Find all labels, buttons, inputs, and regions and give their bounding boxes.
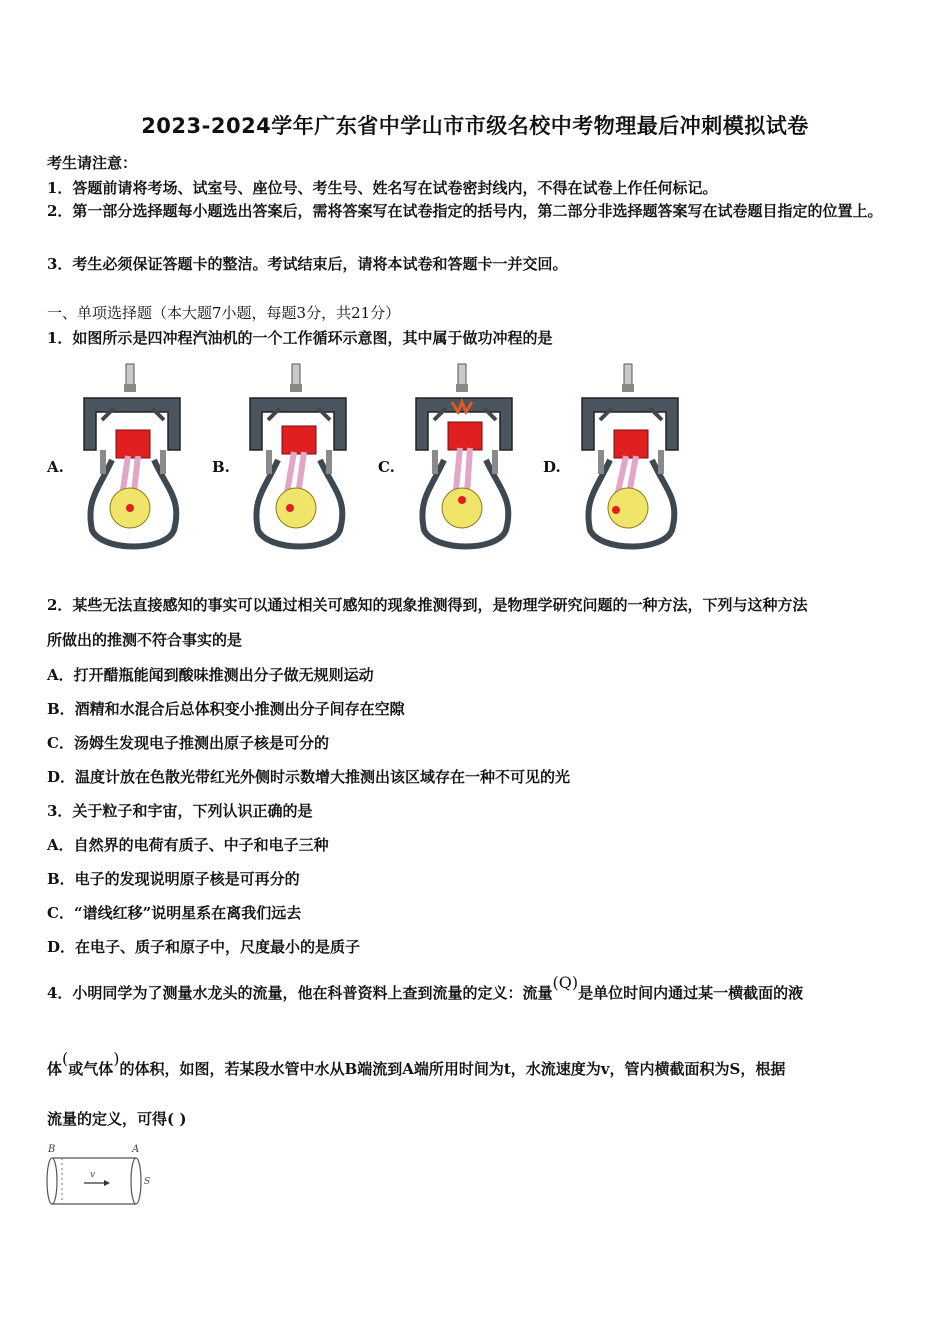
- q2-option-b: B．酒精和水混合后总体积变小推测出分子间存在空隙: [47, 700, 405, 718]
- q2-option-a: A．打开醋瓶能闻到酸味推测出分子做无规则运动: [47, 666, 374, 684]
- engine-d-drawing: [582, 364, 678, 547]
- pipe-label-s: S: [144, 1177, 151, 1187]
- engine-diagram-a: [72, 360, 212, 555]
- notice-item-1: 1．答题前请将考场、试室号、座位号、考生号、姓名写在试卷密封线内，不得在试卷上作任何标记。: [47, 179, 718, 197]
- engine-diagram-d: [570, 360, 710, 555]
- pipe-label-b: B: [48, 1144, 56, 1155]
- q2-option-d: D．温度计放在色散光带红光外侧时示数增大推测出该区域存在一种不可见的光: [47, 768, 571, 786]
- section-heading: 一、单项选择题（本大题7小题，每题3分，共21分）: [47, 304, 401, 322]
- engine-a-drawing: [84, 364, 180, 547]
- q1-option-a-label: A.: [47, 458, 64, 476]
- question-2-stem-line1: 2．某些无法直接感知的事实可以通过相关可感知的现象推测得到，是物理学研究问题的一种方法，下列与这种方法: [47, 596, 808, 614]
- page-title: 2023-2024学年广东省中学山市市级名校中考物理最后冲刺模拟试卷: [141, 114, 809, 138]
- engine-c-drawing: [416, 364, 512, 547]
- q4-line1-text-b: 是单位时间内通过某一横截面的液: [578, 984, 804, 1002]
- pipe-label-v: v: [90, 1170, 96, 1180]
- question-1-stem: 1．如图所示是四冲程汽油机的一个工作循环示意图，其中属于做功冲程的是: [47, 329, 553, 347]
- question-4-line1: [47, 973, 907, 1003]
- question-4-line3: 流量的定义，可得( ): [47, 1110, 187, 1128]
- question-4-line2: [47, 1049, 907, 1079]
- q1-option-b-label: B.: [212, 458, 230, 476]
- notice-item-3: 3．考生必须保证答题卡的整洁。考试结束后，请将本试卷和答题卡一并交回。: [47, 255, 568, 273]
- notice-heading: 考生请注意：: [47, 154, 138, 172]
- notice-item-2: 2．第一部分选择题每小题选出答案后，需将答案写在试卷指定的括号内，第二部分非选择题答案写在试卷题目指定的位置上。: [47, 202, 883, 220]
- q4-line2-text-a: 体: [47, 1060, 63, 1078]
- q4-line1-text-a: 4．小明同学为了测量水龙头的流量，他在科普资料上查到流量的定义：流量: [47, 984, 553, 1002]
- question-2-stem-line2: 所做出的推测不符合事实的是: [47, 631, 243, 649]
- pipe-diagram: [44, 1140, 162, 1212]
- q3-option-c: C．“谱线红移”说明星系在离我们远去: [47, 904, 302, 922]
- q3-option-a: A．自然界的电荷有质子、中子和电子三种: [47, 836, 329, 854]
- q4-line2-text-c: 的体积，如图，若某段水管中水从B端流到A端所用时间为t，水流速度为v，管内横截面积为S，根据: [119, 1060, 786, 1078]
- q4-paren-close: ): [113, 1049, 120, 1068]
- engine-b-drawing: [250, 364, 346, 547]
- q1-option-d-label: D.: [543, 458, 561, 476]
- pipe-label-a: A: [132, 1144, 140, 1155]
- question-3-stem: 3．关于粒子和宇宙，下列认识正确的是: [47, 802, 313, 820]
- q2-option-c: C．汤姆生发现电子推测出原子核是可分的: [47, 734, 329, 752]
- engine-diagram-b: [238, 360, 378, 555]
- engine-diagram-c: [404, 360, 544, 555]
- q3-option-b: B．电子的发现说明原子核是可再分的: [47, 870, 300, 888]
- q4-flow-symbol: (Q): [552, 973, 579, 992]
- q1-option-c-label: C.: [378, 458, 395, 476]
- q4-paren-open: (: [62, 1049, 69, 1068]
- flow-arrowhead-icon: [104, 1180, 110, 1186]
- q4-line2-text-b: 或气体: [68, 1060, 114, 1078]
- q3-option-d: D．在电子、质子和原子中，尺度最小的是质子: [47, 938, 361, 956]
